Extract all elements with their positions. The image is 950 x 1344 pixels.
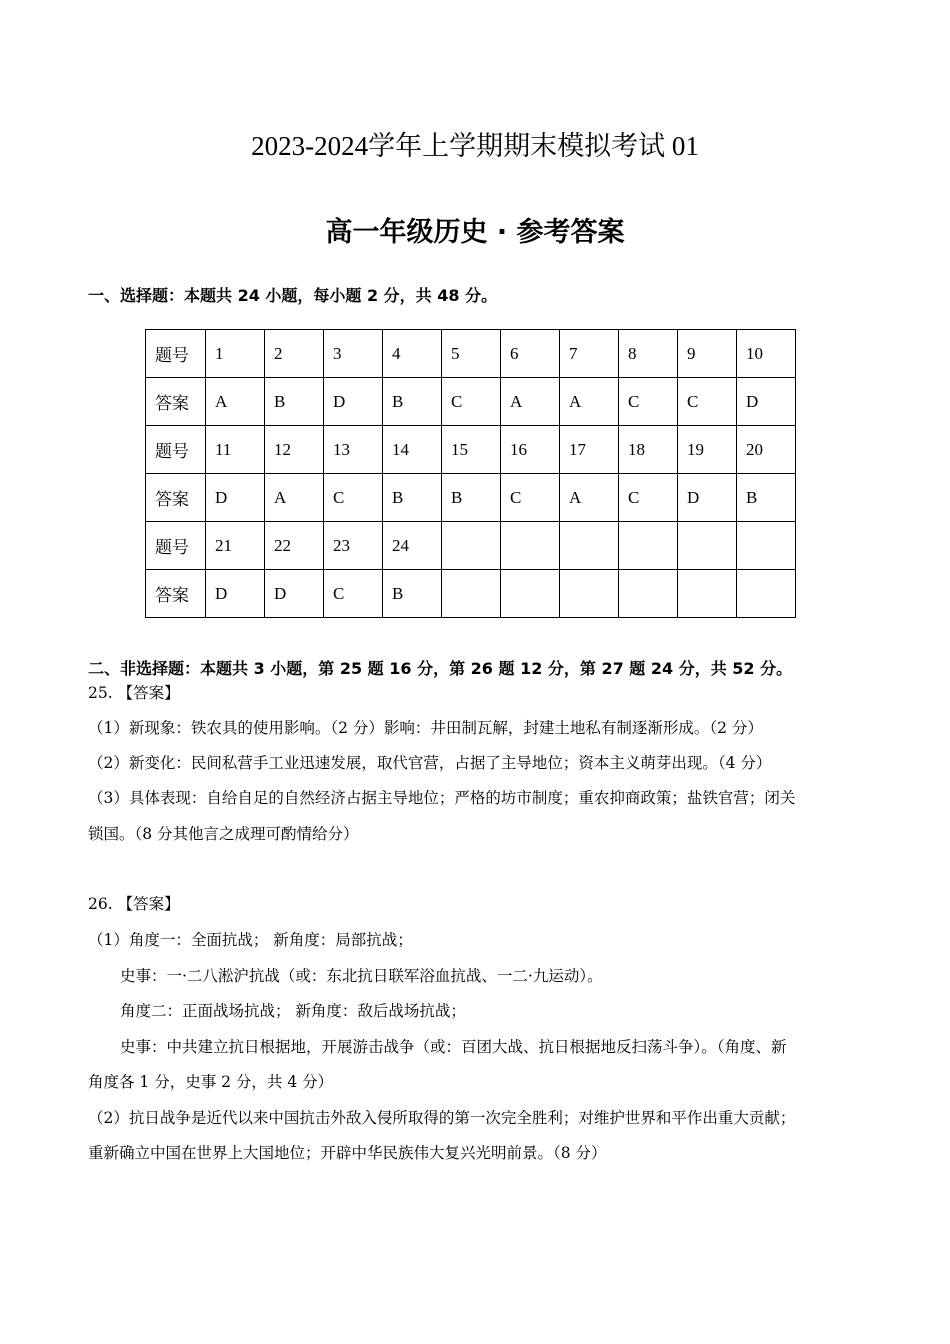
table-cell: 3: [324, 330, 383, 378]
q26-line: 重新确立中国在世界上大国地位；开辟中华民族伟大复兴光明前景。（8 分）: [88, 1144, 607, 1162]
table-cell: 11: [206, 426, 265, 474]
table-cell: B: [442, 474, 501, 522]
row-header-cell: 答案: [146, 570, 206, 618]
row-header-cell: 答案: [146, 378, 206, 426]
table-cell: D: [206, 570, 265, 618]
table-row: [146, 378, 796, 426]
table-cell: B: [383, 378, 442, 426]
table-cell: A: [265, 474, 324, 522]
table-cell: [501, 570, 560, 618]
table-cell: D: [206, 474, 265, 522]
table-cell: 8: [619, 330, 678, 378]
table-cell: D: [265, 570, 324, 618]
table-cell: 16: [501, 426, 560, 474]
table-row: [146, 570, 796, 618]
table-row: [146, 474, 796, 522]
table-cell: 24: [383, 522, 442, 570]
table-cell: 19: [678, 426, 737, 474]
table-cell: 4: [383, 330, 442, 378]
section-2-heading: 二、非选择题：本题共 3 小题，第 25 题 16 分，第 26 题 12 分，第 27 题 24 分，共 52 分。: [88, 659, 793, 678]
table-cell: [560, 522, 619, 570]
table-row: [146, 330, 796, 378]
table-cell: [737, 570, 796, 618]
table-cell: C: [619, 378, 678, 426]
row-header-cell: 答案: [146, 474, 206, 522]
table-cell: [737, 522, 796, 570]
table-cell: 15: [442, 426, 501, 474]
table-cell: C: [442, 378, 501, 426]
table-cell: 9: [678, 330, 737, 378]
table-cell: A: [501, 378, 560, 426]
table-cell: 5: [442, 330, 501, 378]
table-cell: 12: [265, 426, 324, 474]
q26-heading: 26. 【答案】: [88, 895, 180, 913]
table-cell: 22: [265, 522, 324, 570]
row-header-cell: 题号: [146, 426, 206, 474]
table-cell: [501, 522, 560, 570]
table-cell: 20: [737, 426, 796, 474]
table-cell: 13: [324, 426, 383, 474]
table-cell: [619, 570, 678, 618]
table-cell: [442, 522, 501, 570]
table-cell: C: [324, 570, 383, 618]
table-cell: C: [678, 378, 737, 426]
q26-line: （2）抗日战争是近代以来中国抗击外敌入侵所取得的第一次完全胜利；对维护世界和平作出重大贡献；: [88, 1109, 796, 1127]
table-cell: A: [560, 474, 619, 522]
table-cell: 7: [560, 330, 619, 378]
answer-table: [145, 329, 796, 618]
table-cell: 23: [324, 522, 383, 570]
q25-line: （2）新变化：民间私营手工业迅速发展，取代官营，占据了主导地位；资本主义萌芽出现。（4 分）: [88, 754, 772, 772]
table-cell: D: [737, 378, 796, 426]
q25-line: （1）新现象：铁农具的使用影响。（2 分）影响：井田制瓦解，封建土地私有制逐渐形成。（2 分）: [88, 719, 763, 737]
table-cell: A: [560, 378, 619, 426]
q26-line: 角度各 1 分，史事 2 分，共 4 分）: [88, 1073, 334, 1091]
table-cell: C: [501, 474, 560, 522]
table-cell: [678, 522, 737, 570]
table-cell: [442, 570, 501, 618]
row-header-cell: 题号: [146, 330, 206, 378]
table-cell: 14: [383, 426, 442, 474]
table-cell: 10: [737, 330, 796, 378]
table-cell: D: [324, 378, 383, 426]
table-cell: 6: [501, 330, 560, 378]
table-cell: C: [324, 474, 383, 522]
table-cell: B: [737, 474, 796, 522]
table-cell: A: [206, 378, 265, 426]
table-cell: 17: [560, 426, 619, 474]
table-cell: 21: [206, 522, 265, 570]
q26-line: （1）角度一：全面抗战； 新角度：局部抗战；: [88, 931, 413, 949]
q26-line: 史事：一·二八淞沪抗战（或：东北抗日联军浴血抗战、一二·九运动）。: [120, 967, 603, 985]
table-cell: 2: [265, 330, 324, 378]
table-cell: C: [619, 474, 678, 522]
table-cell: B: [383, 474, 442, 522]
table-cell: [619, 522, 678, 570]
q26-line: 角度二：正面战场抗战； 新角度：敌后战场抗战；: [120, 1002, 466, 1020]
table-row: [146, 426, 796, 474]
table-cell: [678, 570, 737, 618]
table-cell: [560, 570, 619, 618]
table-cell: B: [383, 570, 442, 618]
table-cell: 1: [206, 330, 265, 378]
section-1-heading: 一、选择题：本题共 24 小题，每小题 2 分，共 48 分。: [88, 286, 498, 305]
row-header-cell: 题号: [146, 522, 206, 570]
q25-line: （3）具体表现：自给自足的自然经济占据主导地位；严格的坊市制度；重农抑商政策；盐铁官营；闭关: [88, 789, 796, 807]
q25-line: 锁国。（8 分其他言之成理可酌情给分）: [88, 825, 359, 843]
table-cell: 18: [619, 426, 678, 474]
table-cell: B: [265, 378, 324, 426]
document-subtitle: 高一年级历史 · 参考答案: [325, 217, 625, 248]
table-row: [146, 522, 796, 570]
table-cell: D: [678, 474, 737, 522]
q26-line: 史事：中共建立抗日根据地，开展游击战争（或：百团大战、抗日根据地反扫荡斗争）。（角度、新: [120, 1038, 787, 1056]
q25-heading: 25. 【答案】: [88, 684, 180, 702]
document-title: 2023-2024学年上学期期末模拟考试 01: [251, 131, 699, 161]
